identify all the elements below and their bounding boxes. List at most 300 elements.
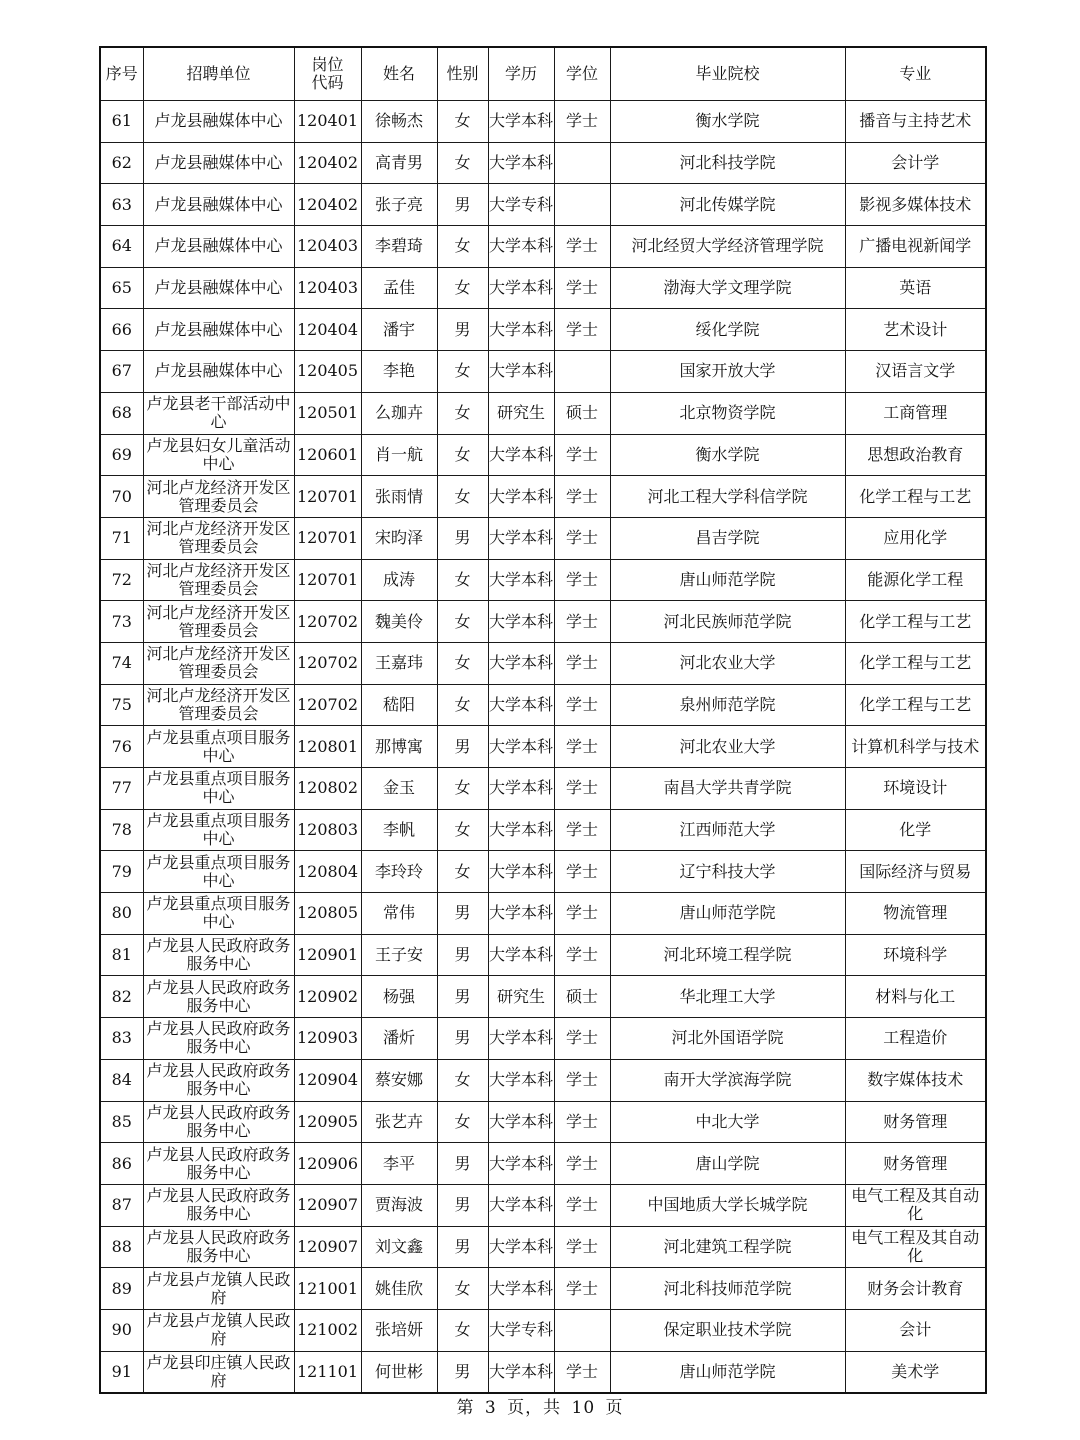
cell-gender: 女 [437,642,488,684]
cell-school: 唐山师范学院 [610,559,845,601]
cell-school: 唐山学院 [610,1143,845,1185]
table-row [100,726,986,768]
table-row [100,142,986,184]
cell-school: 国家开放大学 [610,351,845,393]
cell-degree: 学士 [554,1184,610,1226]
cell-name: 张培妍 [361,1309,437,1351]
cell-gender: 女 [437,1268,488,1310]
cell-unit: 卢龙县人民政府政务服务中心 [143,1184,294,1226]
cell-unit: 河北卢龙经济开发区管理委员会 [143,476,294,518]
cell-education: 大学本科 [488,642,554,684]
cell-major: 工程造价 [845,1018,986,1060]
cell-school: 河北工程大学科信学院 [610,476,845,518]
cell-degree: 学士 [554,642,610,684]
cell-education: 大学本科 [488,726,554,768]
table-header-row [100,47,986,101]
cell-school: 绥化学院 [610,309,845,351]
cell-gender: 女 [437,267,488,309]
cell-education: 大学本科 [488,809,554,851]
table-row [100,684,986,726]
cell-education: 大学本科 [488,267,554,309]
cell-school: 保定职业技术学院 [610,1309,845,1351]
cell-major: 应用化学 [845,517,986,559]
cell-degree: 学士 [554,517,610,559]
cell-major: 环境科学 [845,934,986,976]
cell-major: 影视多媒体技术 [845,184,986,226]
cell-seq: 84 [100,1059,143,1101]
cell-major: 化学 [845,809,986,851]
cell-unit: 卢龙县融媒体中心 [143,142,294,184]
table-row [100,184,986,226]
cell-education: 大学本科 [488,142,554,184]
cell-school: 河北民族师范学院 [610,601,845,643]
cell-school: 河北环境工程学院 [610,934,845,976]
cell-name: 么珈卉 [361,392,437,434]
cell-gender: 男 [437,1351,488,1393]
cell-school: 泉州师范学院 [610,684,845,726]
footer-suffix: 页 [605,1398,624,1418]
cell-degree: 学士 [554,1101,610,1143]
cell-school: 衡水学院 [610,101,845,143]
cell-post-code: 120907 [294,1226,361,1268]
table-row [100,1226,986,1268]
cell-unit: 卢龙县人民政府政务服务中心 [143,934,294,976]
cell-degree [554,1309,610,1351]
cell-post-code: 120702 [294,642,361,684]
cell-degree [554,351,610,393]
cell-unit: 河北卢龙经济开发区管理委员会 [143,642,294,684]
cell-name: 宋昀泽 [361,517,437,559]
header-major: 专业 [845,47,986,101]
cell-name: 王嘉玮 [361,642,437,684]
table-row [100,476,986,518]
footer-prefix: 第 [456,1398,475,1418]
cell-seq: 78 [100,809,143,851]
cell-degree: 学士 [554,1059,610,1101]
cell-school: 南开大学滨海学院 [610,1059,845,1101]
cell-gender: 男 [437,517,488,559]
cell-education: 大学本科 [488,1101,554,1143]
cell-gender: 男 [437,893,488,935]
cell-post-code: 121002 [294,1309,361,1351]
cell-gender: 女 [437,559,488,601]
cell-post-code: 120901 [294,934,361,976]
cell-post-code: 120401 [294,101,361,143]
cell-seq: 69 [100,434,143,476]
table-row [100,1143,986,1185]
cell-gender: 女 [437,434,488,476]
cell-unit: 卢龙县人民政府政务服务中心 [143,1018,294,1060]
table-row [100,1309,986,1351]
cell-post-code: 120906 [294,1143,361,1185]
table-row [100,1184,986,1226]
cell-name: 何世彬 [361,1351,437,1393]
cell-name: 蔡安娜 [361,1059,437,1101]
cell-gender: 男 [437,1226,488,1268]
header-name: 姓名 [361,47,437,101]
cell-gender: 女 [437,1059,488,1101]
cell-major: 英语 [845,267,986,309]
cell-major: 电气工程及其自动化 [845,1184,986,1226]
table-row [100,976,986,1018]
cell-education: 大学本科 [488,226,554,268]
cell-gender: 男 [437,934,488,976]
cell-unit: 卢龙县妇女儿童活动中心 [143,434,294,476]
cell-name: 潘宇 [361,309,437,351]
cell-degree: 学士 [554,476,610,518]
cell-school: 河北外国语学院 [610,1018,845,1060]
table-row [100,601,986,643]
cell-major: 国际经济与贸易 [845,851,986,893]
cell-name: 李玲玲 [361,851,437,893]
cell-post-code: 120402 [294,142,361,184]
table-row [100,309,986,351]
cell-seq: 89 [100,1268,143,1310]
cell-seq: 81 [100,934,143,976]
cell-post-code: 121001 [294,1268,361,1310]
cell-post-code: 120907 [294,1184,361,1226]
cell-unit: 卢龙县人民政府政务服务中心 [143,1101,294,1143]
cell-gender: 女 [437,392,488,434]
cell-seq: 66 [100,309,143,351]
cell-seq: 85 [100,1101,143,1143]
cell-post-code: 120902 [294,976,361,1018]
cell-unit: 卢龙县人民政府政务服务中心 [143,1226,294,1268]
cell-degree: 学士 [554,726,610,768]
cell-name: 常伟 [361,893,437,935]
cell-gender: 女 [437,226,488,268]
cell-degree: 学士 [554,1143,610,1185]
cell-unit: 卢龙县人民政府政务服务中心 [143,976,294,1018]
cell-major: 数字媒体技术 [845,1059,986,1101]
cell-unit: 卢龙县重点项目服务中心 [143,768,294,810]
cell-education: 大学本科 [488,559,554,601]
cell-school: 江西师范大学 [610,809,845,851]
cell-unit: 卢龙县融媒体中心 [143,351,294,393]
table-row [100,434,986,476]
cell-education: 大学本科 [488,476,554,518]
cell-seq: 79 [100,851,143,893]
cell-major: 工商管理 [845,392,986,434]
cell-degree: 学士 [554,1351,610,1393]
table-row [100,851,986,893]
cell-name: 金玉 [361,768,437,810]
cell-degree: 学士 [554,1018,610,1060]
cell-post-code: 120405 [294,351,361,393]
cell-education: 大学本科 [488,1059,554,1101]
table-row [100,226,986,268]
cell-school: 河北经贸大学经济管理学院 [610,226,845,268]
cell-degree: 学士 [554,434,610,476]
cell-education: 大学本科 [488,1018,554,1060]
header-seq: 序号 [100,47,143,101]
cell-major: 计算机科学与技术 [845,726,986,768]
cell-unit: 卢龙县融媒体中心 [143,309,294,351]
cell-seq: 87 [100,1184,143,1226]
cell-major: 广播电视新闻学 [845,226,986,268]
cell-unit: 卢龙县重点项目服务中心 [143,893,294,935]
cell-gender: 男 [437,184,488,226]
table-row [100,517,986,559]
cell-major: 化学工程与工艺 [845,642,986,684]
cell-education: 大学本科 [488,1226,554,1268]
cell-seq: 73 [100,601,143,643]
cell-post-code: 120403 [294,267,361,309]
table-row [100,351,986,393]
cell-major: 财务会计教育 [845,1268,986,1310]
cell-school: 河北科技师范学院 [610,1268,845,1310]
cell-degree: 学士 [554,309,610,351]
cell-name: 成涛 [361,559,437,601]
cell-name: 李平 [361,1143,437,1185]
cell-gender: 女 [437,684,488,726]
cell-major: 播音与主持艺术 [845,101,986,143]
cell-seq: 70 [100,476,143,518]
cell-unit: 卢龙县卢龙镇人民政府 [143,1268,294,1310]
cell-unit: 河北卢龙经济开发区管理委员会 [143,684,294,726]
table-row [100,392,986,434]
cell-major: 美术学 [845,1351,986,1393]
cell-seq: 86 [100,1143,143,1185]
cell-school: 河北农业大学 [610,726,845,768]
cell-seq: 68 [100,392,143,434]
cell-name: 李碧琦 [361,226,437,268]
cell-education: 大学本科 [488,934,554,976]
cell-post-code: 120403 [294,226,361,268]
cell-post-code: 120701 [294,476,361,518]
footer-page-number: 3 [484,1398,497,1418]
cell-school: 河北建筑工程学院 [610,1226,845,1268]
cell-gender: 男 [437,1184,488,1226]
cell-seq: 90 [100,1309,143,1351]
cell-post-code: 120905 [294,1101,361,1143]
cell-seq: 77 [100,768,143,810]
cell-school: 河北科技学院 [610,142,845,184]
cell-major: 化学工程与工艺 [845,476,986,518]
cell-education: 大学本科 [488,601,554,643]
cell-major: 会计学 [845,142,986,184]
cell-education: 大学本科 [488,517,554,559]
cell-major: 材料与化工 [845,976,986,1018]
cell-major: 化学工程与工艺 [845,684,986,726]
cell-degree: 硕士 [554,392,610,434]
table-row [100,934,986,976]
cell-major: 财务管理 [845,1143,986,1185]
cell-education: 大学本科 [488,101,554,143]
header-school: 毕业院校 [610,47,845,101]
table-row [100,1351,986,1393]
table-row [100,1268,986,1310]
cell-seq: 91 [100,1351,143,1393]
cell-major: 汉语言文学 [845,351,986,393]
cell-post-code: 120404 [294,309,361,351]
cell-gender: 男 [437,726,488,768]
cell-post-code: 120501 [294,392,361,434]
cell-name: 孟佳 [361,267,437,309]
cell-post-code: 120702 [294,601,361,643]
cell-unit: 卢龙县融媒体中心 [143,226,294,268]
cell-gender: 女 [437,809,488,851]
cell-gender: 女 [437,1309,488,1351]
cell-unit: 卢龙县重点项目服务中心 [143,851,294,893]
cell-school: 渤海大学文理学院 [610,267,845,309]
cell-major: 会计 [845,1309,986,1351]
cell-post-code: 120701 [294,559,361,601]
table-row [100,768,986,810]
cell-degree [554,142,610,184]
cell-major: 能源化学工程 [845,559,986,601]
cell-post-code: 120402 [294,184,361,226]
cell-school: 河北传媒学院 [610,184,845,226]
cell-degree: 学士 [554,684,610,726]
cell-school: 唐山师范学院 [610,1351,845,1393]
cell-gender: 女 [437,601,488,643]
cell-name: 徐畅杰 [361,101,437,143]
cell-major: 物流管理 [845,893,986,935]
table-row [100,559,986,601]
cell-education: 大学本科 [488,893,554,935]
cell-seq: 88 [100,1226,143,1268]
cell-seq: 62 [100,142,143,184]
cell-unit: 卢龙县融媒体中心 [143,267,294,309]
cell-school: 辽宁科技大学 [610,851,845,893]
cell-gender: 女 [437,101,488,143]
cell-degree: 学士 [554,934,610,976]
header-gender: 性别 [437,47,488,101]
cell-education: 研究生 [488,976,554,1018]
cell-name: 高青男 [361,142,437,184]
cell-education: 大学本科 [488,434,554,476]
cell-school: 华北理工大学 [610,976,845,1018]
table-row [100,1101,986,1143]
cell-seq: 67 [100,351,143,393]
table-row [100,1018,986,1060]
cell-post-code: 120601 [294,434,361,476]
cell-name: 魏美伶 [361,601,437,643]
cell-unit: 卢龙县重点项目服务中心 [143,809,294,851]
cell-education: 大学专科 [488,184,554,226]
cell-unit: 卢龙县老干部活动中心 [143,392,294,434]
cell-seq: 80 [100,893,143,935]
cell-degree: 硕士 [554,976,610,1018]
cell-major: 财务管理 [845,1101,986,1143]
cell-school: 南昌大学共青学院 [610,768,845,810]
cell-gender: 男 [437,976,488,1018]
cell-post-code: 120804 [294,851,361,893]
cell-degree: 学士 [554,601,610,643]
cell-seq: 63 [100,184,143,226]
cell-degree: 学士 [554,851,610,893]
cell-unit: 河北卢龙经济开发区管理委员会 [143,517,294,559]
cell-degree: 学士 [554,559,610,601]
cell-post-code: 120801 [294,726,361,768]
cell-name: 张雨情 [361,476,437,518]
cell-major: 环境设计 [845,768,986,810]
cell-seq: 65 [100,267,143,309]
cell-degree: 学士 [554,893,610,935]
table-body [100,101,986,1394]
cell-seq: 83 [100,1018,143,1060]
cell-degree [554,184,610,226]
cell-post-code: 121101 [294,1351,361,1393]
table-row [100,809,986,851]
cell-degree: 学士 [554,1268,610,1310]
cell-post-code: 120702 [294,684,361,726]
cell-school: 中国地质大学长城学院 [610,1184,845,1226]
cell-degree: 学士 [554,101,610,143]
cell-school: 北京物资学院 [610,392,845,434]
cell-seq: 76 [100,726,143,768]
cell-name: 张子亮 [361,184,437,226]
cell-education: 大学本科 [488,1184,554,1226]
cell-name: 那博寓 [361,726,437,768]
cell-education: 大学本科 [488,684,554,726]
cell-degree: 学士 [554,1226,610,1268]
cell-unit: 河北卢龙经济开发区管理委员会 [143,559,294,601]
page-footer [0,1393,1080,1418]
cell-post-code: 120904 [294,1059,361,1101]
cell-school: 河北农业大学 [610,642,845,684]
cell-school: 衡水学院 [610,434,845,476]
cell-unit: 卢龙县卢龙镇人民政府 [143,1309,294,1351]
cell-seq: 72 [100,559,143,601]
cell-unit: 卢龙县人民政府政务服务中心 [143,1059,294,1101]
cell-seq: 74 [100,642,143,684]
cell-education: 大学本科 [488,309,554,351]
cell-name: 刘文鑫 [361,1226,437,1268]
cell-education: 大学本科 [488,1351,554,1393]
cell-gender: 女 [437,1101,488,1143]
cell-education: 大学本科 [488,851,554,893]
cell-name: 李艳 [361,351,437,393]
cell-name: 姚佳欣 [361,1268,437,1310]
cell-unit: 卢龙县印庄镇人民政府 [143,1351,294,1393]
cell-gender: 女 [437,851,488,893]
cell-major: 艺术设计 [845,309,986,351]
cell-major: 化学工程与工艺 [845,601,986,643]
table-row [100,1059,986,1101]
cell-post-code: 120701 [294,517,361,559]
header-unit: 招聘单位 [143,47,294,101]
table-row [100,267,986,309]
cell-education: 大学本科 [488,1268,554,1310]
table-row [100,893,986,935]
cell-gender: 女 [437,476,488,518]
cell-seq: 75 [100,684,143,726]
cell-seq: 61 [100,101,143,143]
cell-school: 昌吉学院 [610,517,845,559]
table-row [100,642,986,684]
cell-gender: 男 [437,1143,488,1185]
cell-education: 大学本科 [488,1143,554,1185]
table-row [100,101,986,143]
cell-degree: 学士 [554,226,610,268]
cell-gender: 女 [437,351,488,393]
cell-unit: 卢龙县重点项目服务中心 [143,726,294,768]
cell-name: 肖一航 [361,434,437,476]
cell-name: 嵇阳 [361,684,437,726]
cell-gender: 女 [437,768,488,810]
cell-name: 杨强 [361,976,437,1018]
cell-gender: 男 [437,309,488,351]
recruitment-roster-table [99,46,987,1394]
cell-major: 思想政治教育 [845,434,986,476]
header-education: 学历 [488,47,554,101]
cell-seq: 64 [100,226,143,268]
cell-post-code: 120803 [294,809,361,851]
footer-total-pages: 10 [571,1398,596,1418]
cell-education: 大学专科 [488,1309,554,1351]
